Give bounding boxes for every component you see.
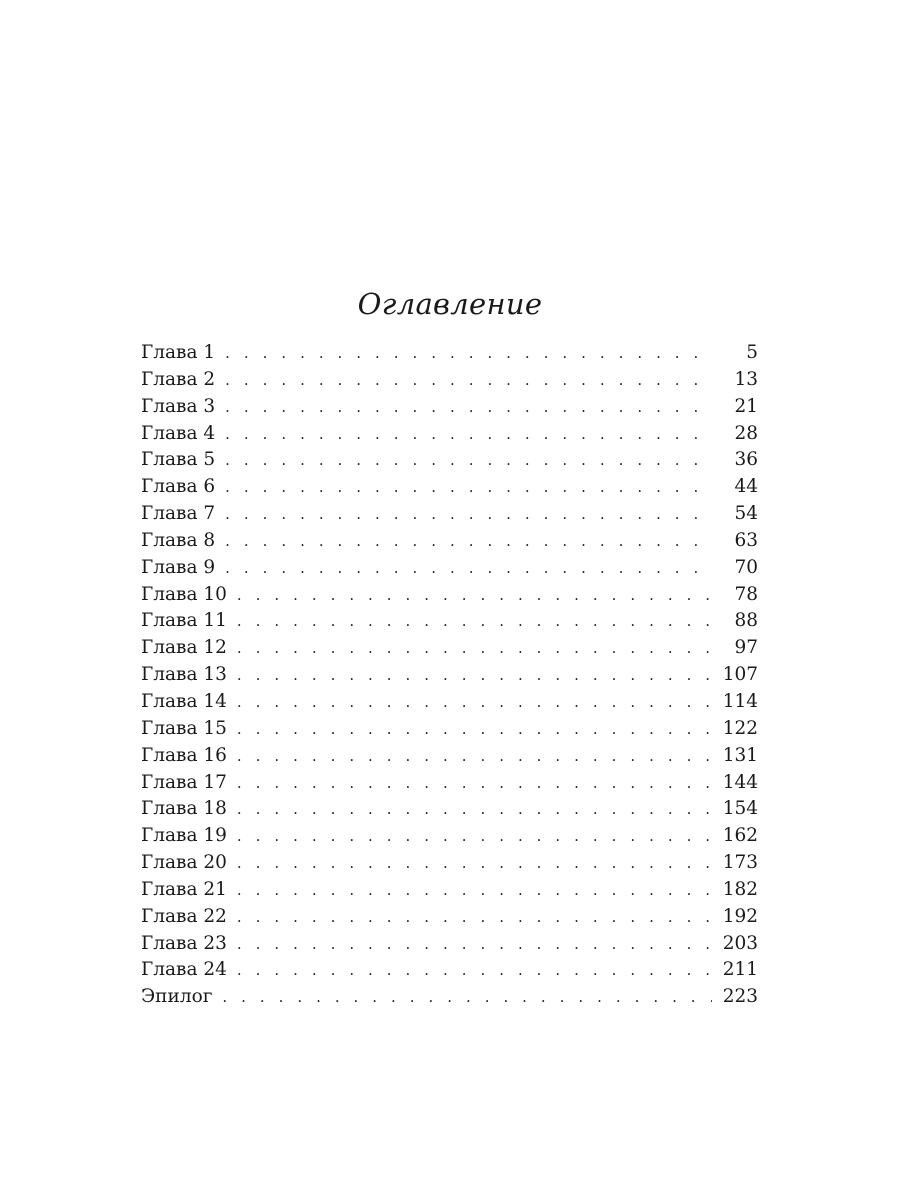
toc-entry-label: Глава 2 [141,368,216,390]
toc-entry [141,689,758,716]
toc-entry-page-number: 13 [734,368,758,390]
toc-entry-label: Глава 1 [141,342,216,363]
toc-entry-label: Глава 12 [141,637,227,659]
toc-entry [141,877,758,904]
toc-dot-leader [237,931,712,958]
toc-dot-leader [237,582,712,609]
toc-dot-leader [237,904,712,931]
toc-dot-leader [237,716,712,743]
toc-entry [141,555,758,582]
toc-entry-page-number: 44 [734,476,758,498]
toc-entry-page-number: 114 [722,690,758,712]
toc-entry-label: Эпилог [141,986,213,1008]
toc-entry-page-number: 21 [734,395,758,417]
toc-dot-leader [237,850,712,877]
toc-dot-leader [237,662,712,689]
toc-dot-leader [237,957,712,984]
toc-entry-page-number: 162 [722,825,758,847]
toc-entry-page-number: 78 [734,583,758,605]
toc-entry-label: Глава 18 [141,798,227,820]
toc-entry-page-number: 54 [734,503,758,525]
toc-entry [141,850,758,877]
toc-entry [141,743,758,770]
toc-dot-leader [225,421,712,448]
toc-dot-leader [225,501,712,528]
toc-dot-leader [225,394,712,421]
toc-entry-label: Глава 16 [141,744,227,766]
toc-entry-page-number: 5 [746,342,758,363]
page-title: Оглавление [357,287,543,321]
toc-dot-leader [237,770,712,797]
toc-entry [141,582,758,609]
toc-entry [141,931,758,958]
toc-entry [141,904,758,931]
toc-entry-label: Глава 6 [141,476,216,498]
toc-dot-leader [237,877,712,904]
toc-entry-page-number: 192 [722,905,758,927]
toc-entry-page-number: 122 [722,717,758,739]
toc-entry-page-number: 63 [734,529,758,551]
toc-dot-leader [225,447,712,474]
toc-entry-label: Глава 9 [141,556,216,578]
toc-entry-label: Глава 22 [141,905,227,927]
toc-entry-page-number: 144 [722,771,758,793]
table-of-contents [141,340,758,1011]
toc-entry-label: Глава 20 [141,852,227,874]
toc-entry-label: Глава 17 [141,771,227,793]
toc-dot-leader [225,528,712,555]
toc-entry-page-number: 107 [722,664,758,686]
toc-dot-leader [225,555,712,582]
toc-dot-leader [237,823,712,850]
toc-dot-leader [237,635,712,662]
toc-entry [141,447,758,474]
toc-dot-leader [225,367,712,394]
toc-entry-label: Глава 13 [141,664,227,686]
toc-dot-leader [222,984,712,1011]
toc-entry [141,796,758,823]
toc-entry-page-number: 28 [734,422,758,444]
toc-entry-page-number: 131 [722,744,758,766]
toc-entry [141,474,758,501]
toc-entry-page-number: 211 [722,959,758,981]
toc-entry-label: Глава 8 [141,529,216,551]
toc-dot-leader [225,340,712,367]
toc-dot-leader [225,474,712,501]
toc-entry-label: Глава 4 [141,422,216,444]
toc-entry [141,823,758,850]
toc-entry-page-number: 97 [734,637,758,659]
toc-entry-label: Глава 14 [141,690,227,712]
toc-dot-leader [237,743,712,770]
toc-entry-label: Глава 24 [141,959,227,981]
toc-entry-label: Глава 3 [141,395,216,417]
toc-entry-page-number: 88 [734,610,758,632]
toc-entry [141,662,758,689]
toc-entry [141,528,758,555]
toc-entry-page-number: 223 [722,986,758,1008]
toc-dot-leader [237,796,712,823]
toc-entry-label: Глава 21 [141,878,227,900]
toc-entry [141,608,758,635]
toc-entry [141,716,758,743]
toc-entry-label: Глава 19 [141,825,227,847]
toc-entry-label: Глава 7 [141,503,216,525]
toc-entry [141,957,758,984]
toc-entry-label: Глава 11 [141,610,227,632]
toc-entry [141,635,758,662]
toc-entry [141,367,758,394]
toc-entry-label: Глава 15 [141,717,227,739]
toc-entry-page-number: 154 [722,798,758,820]
toc-entry-page-number: 182 [722,878,758,900]
toc-entry [141,501,758,528]
toc-entry [141,421,758,448]
toc-entry [141,340,758,367]
toc-entry-page-number: 70 [734,556,758,578]
toc-entry-label: Глава 5 [141,449,216,471]
toc-entry [141,984,758,1011]
toc-entry-page-number: 203 [722,932,758,954]
toc-entry-label: Глава 23 [141,932,227,954]
toc-entry-label: Глава 10 [141,583,227,605]
toc-dot-leader [237,689,712,716]
toc-entry-page-number: 36 [734,449,758,471]
toc-dot-leader [237,608,712,635]
toc-entry [141,394,758,421]
toc-entry [141,770,758,797]
toc-entry-page-number: 173 [722,852,758,874]
